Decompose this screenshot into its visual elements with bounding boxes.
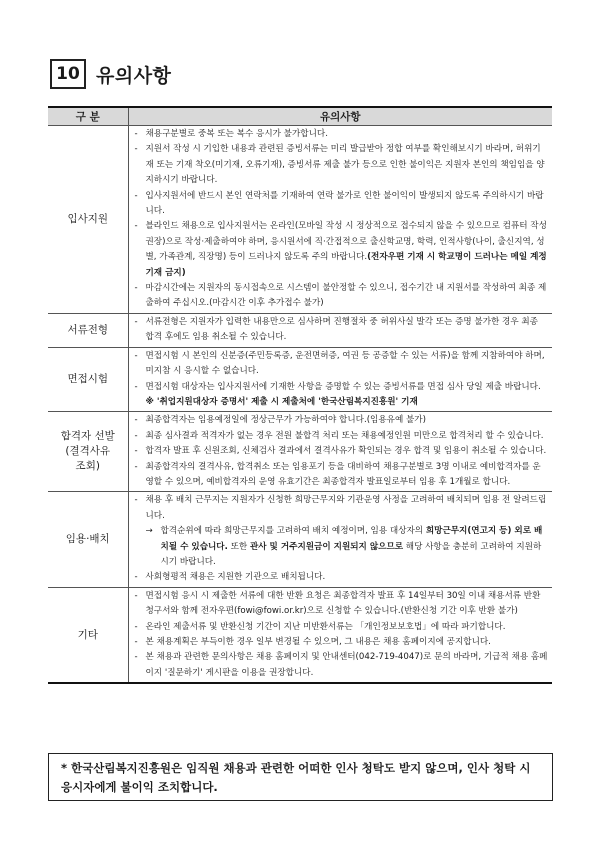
list-item: - 채용 후 배치 근무지는 지원자가 신청한 희망근무지와 기관운영 사정을 고려하여 배치되며 임용 전 알려드립니다. [135,493,549,524]
row-category: 임용·배치 [48,492,128,587]
list-item: - 온라인 제출서류 및 반환신청 기간이 지난 미반환서류는 「개인정보보호법」에 따라 파기합니다. [135,620,549,635]
list-item: - 최종합격자의 결격사유, 합격취소 또는 임용포기 등을 대비하여 채용구분별로 3명 이내로 예비합격자를 운영할 수 있으며, 예비합격자의 운영 유효기간은 최종합격자 발표일로부터 임용 후 1개월로 합니다. [135,460,549,491]
solicitation-warning-box: * 한국산림복지진흥원은 임직원 채용과 관련한 어떠한 인사 청탁도 받지 않으며, 인사 청탁 시 응시자에게 불이익 조치합니다. [48,753,553,801]
row-category: 서류전형 [48,313,128,347]
row-category: 기타 [48,587,128,683]
row-category: 합격자 선발 (결격사유 조회) [48,412,128,492]
list-item: - 채용구분별로 중복 또는 복수 응시가 불가합니다. [135,127,549,142]
list-item: - 최종 심사결과 적격자가 없는 경우 전원 불합격 처리 또는 채용예정인원 미만으로 합격처리 할 수 있습니다. [135,429,549,444]
section-title: 유의사항 [96,64,172,87]
list-item: - 합격자 발표 후 신원조회, 신체검사 결과에서 결격사유가 확인되는 경우 합격 및 임용이 취소될 수 있습니다. [135,444,549,459]
table-header-row [48,107,552,126]
list-item: - 사회형평적 채용은 지원한 기관으로 배치됩니다. [135,570,549,585]
table-row-etc [48,587,552,683]
table-row-interview [48,347,552,412]
list-item: - 블라인드 채용으로 입사지원서는 온라인(모바일 작성 시 정상적으로 접수되지 않을 수 있으므로 컴퓨터 작성 권장)으로 작성·제출하여야 하며, 응시원서에 직·간접적으로 출신학교명, 학력, 인적사항(나이, 출신지역, 성별, 가족관계, 직장명) 등이 드러나지 않도록 주의 바랍니다.(전자우편 기재 시 학교명이 드러나는 메일 계정 기재 금지) [135,219,549,281]
email-warning: (전자우편 기재 시 학교명이 드러나는 메일 계정 기재 금지) [145,252,547,278]
list-item: - 면접시험 응시 시 제출한 서류에 대한 반환 요청은 최종합격자 발표 후 14일부터 30일 이내 채용서류 반환청구서와 함께 전자우편(fowi@fowi.or.kr)으로 신청할 수 있습니다.(반환신청 기간 이후 반환 불가) [135,589,549,620]
list-item: - 본 채용계획은 부득이한 경우 일부 변경될 수 있으며, 그 내용은 채용 홈페이지에 공지합니다. [135,635,549,650]
interview-note: ※ '취업지원대상자 증명서' 제출 시 제출처에 '한국산림복지진흥원' 기재 [145,396,418,407]
list-item: - 지원서 작성 시 기입한 내용과 관련된 증빙서류는 미리 발급받아 정합 여부를 확인해보시기 바라며, 허위기재 또는 기재 착오(미기재, 오류기재), 증빙서류 제출 불가 등으로 인한 불이익은 지원자 본인의 책임임을 양지하시기 바랍니다. [135,142,549,188]
table-row-placement [48,492,552,587]
list-item: - 서류전형은 지원자가 입력한 내용만으로 심사하며 진행절차 중 허위사실 발각 또는 증명 불가한 경우 최종 합격 후에도 임용 취소될 수 있습니다. [135,315,549,346]
list-item: - 면접시험 시 본인의 신분증(주민등록증, 운전면허증, 여권 등 공증할 수 있는 서류)을 함께 지참하여야 하며, 미지참 시 응시할 수 없습니다. [135,349,549,380]
table-row-selection [48,412,552,492]
list-item: - 면접시험 대상자는 입사지원서에 기재한 사항을 증명할 수 있는 증빙서류를 면접 심사 당일 제출 바랍니다. [135,380,549,395]
notice-table [48,106,552,684]
list-item: - 마감시간에는 지원자의 동시접속으로 시스템이 불안정할 수 있으니, 접수기간 내 지원서를 작성하여 최종 제출하여 주십시오.(마감시간 이후 추가접수 불가) [135,281,549,312]
row-category: 입사지원 [48,126,128,314]
row-category: 면접시험 [48,347,128,412]
list-item: - 입사지원서에 반드시 본인 연락처를 기재하여 연락 불가로 인한 불이익이 발생되지 않도록 주의하시기 바랍니다. [135,189,549,220]
placement-arrow-note: → 합격순위에 따라 희망근무지를 고려하여 배치 예정이며, 임용 대상자의 희망근무지(연고지 등) 외로 배치될 수 있습니다. 또한 관사 및 거주지원금이 지원되지 않으므로 해당 사항을 충분히 고려하여 지원하시기 바랍니다. [135,524,549,570]
section-number: 10 [50,59,86,89]
header-notes: 유의사항 [128,107,552,126]
header-category: 구 분 [48,107,128,126]
list-item: - 최종합격자는 임용예정일에 정상근무가 가능하여야 합니다.(임용유예 불가) [135,413,549,428]
section-heading [50,58,171,90]
table-row-application [48,126,552,314]
table-row-document-screening [48,313,552,347]
list-item: - 본 채용과 관련한 문의사항은 채용 홈페이지 및 안내센터(042-719-4047)로 문의 바라며, 기급적 채용 홈페이지 '질문하기' 게시판을 이용을 권장합니다. [135,650,549,681]
